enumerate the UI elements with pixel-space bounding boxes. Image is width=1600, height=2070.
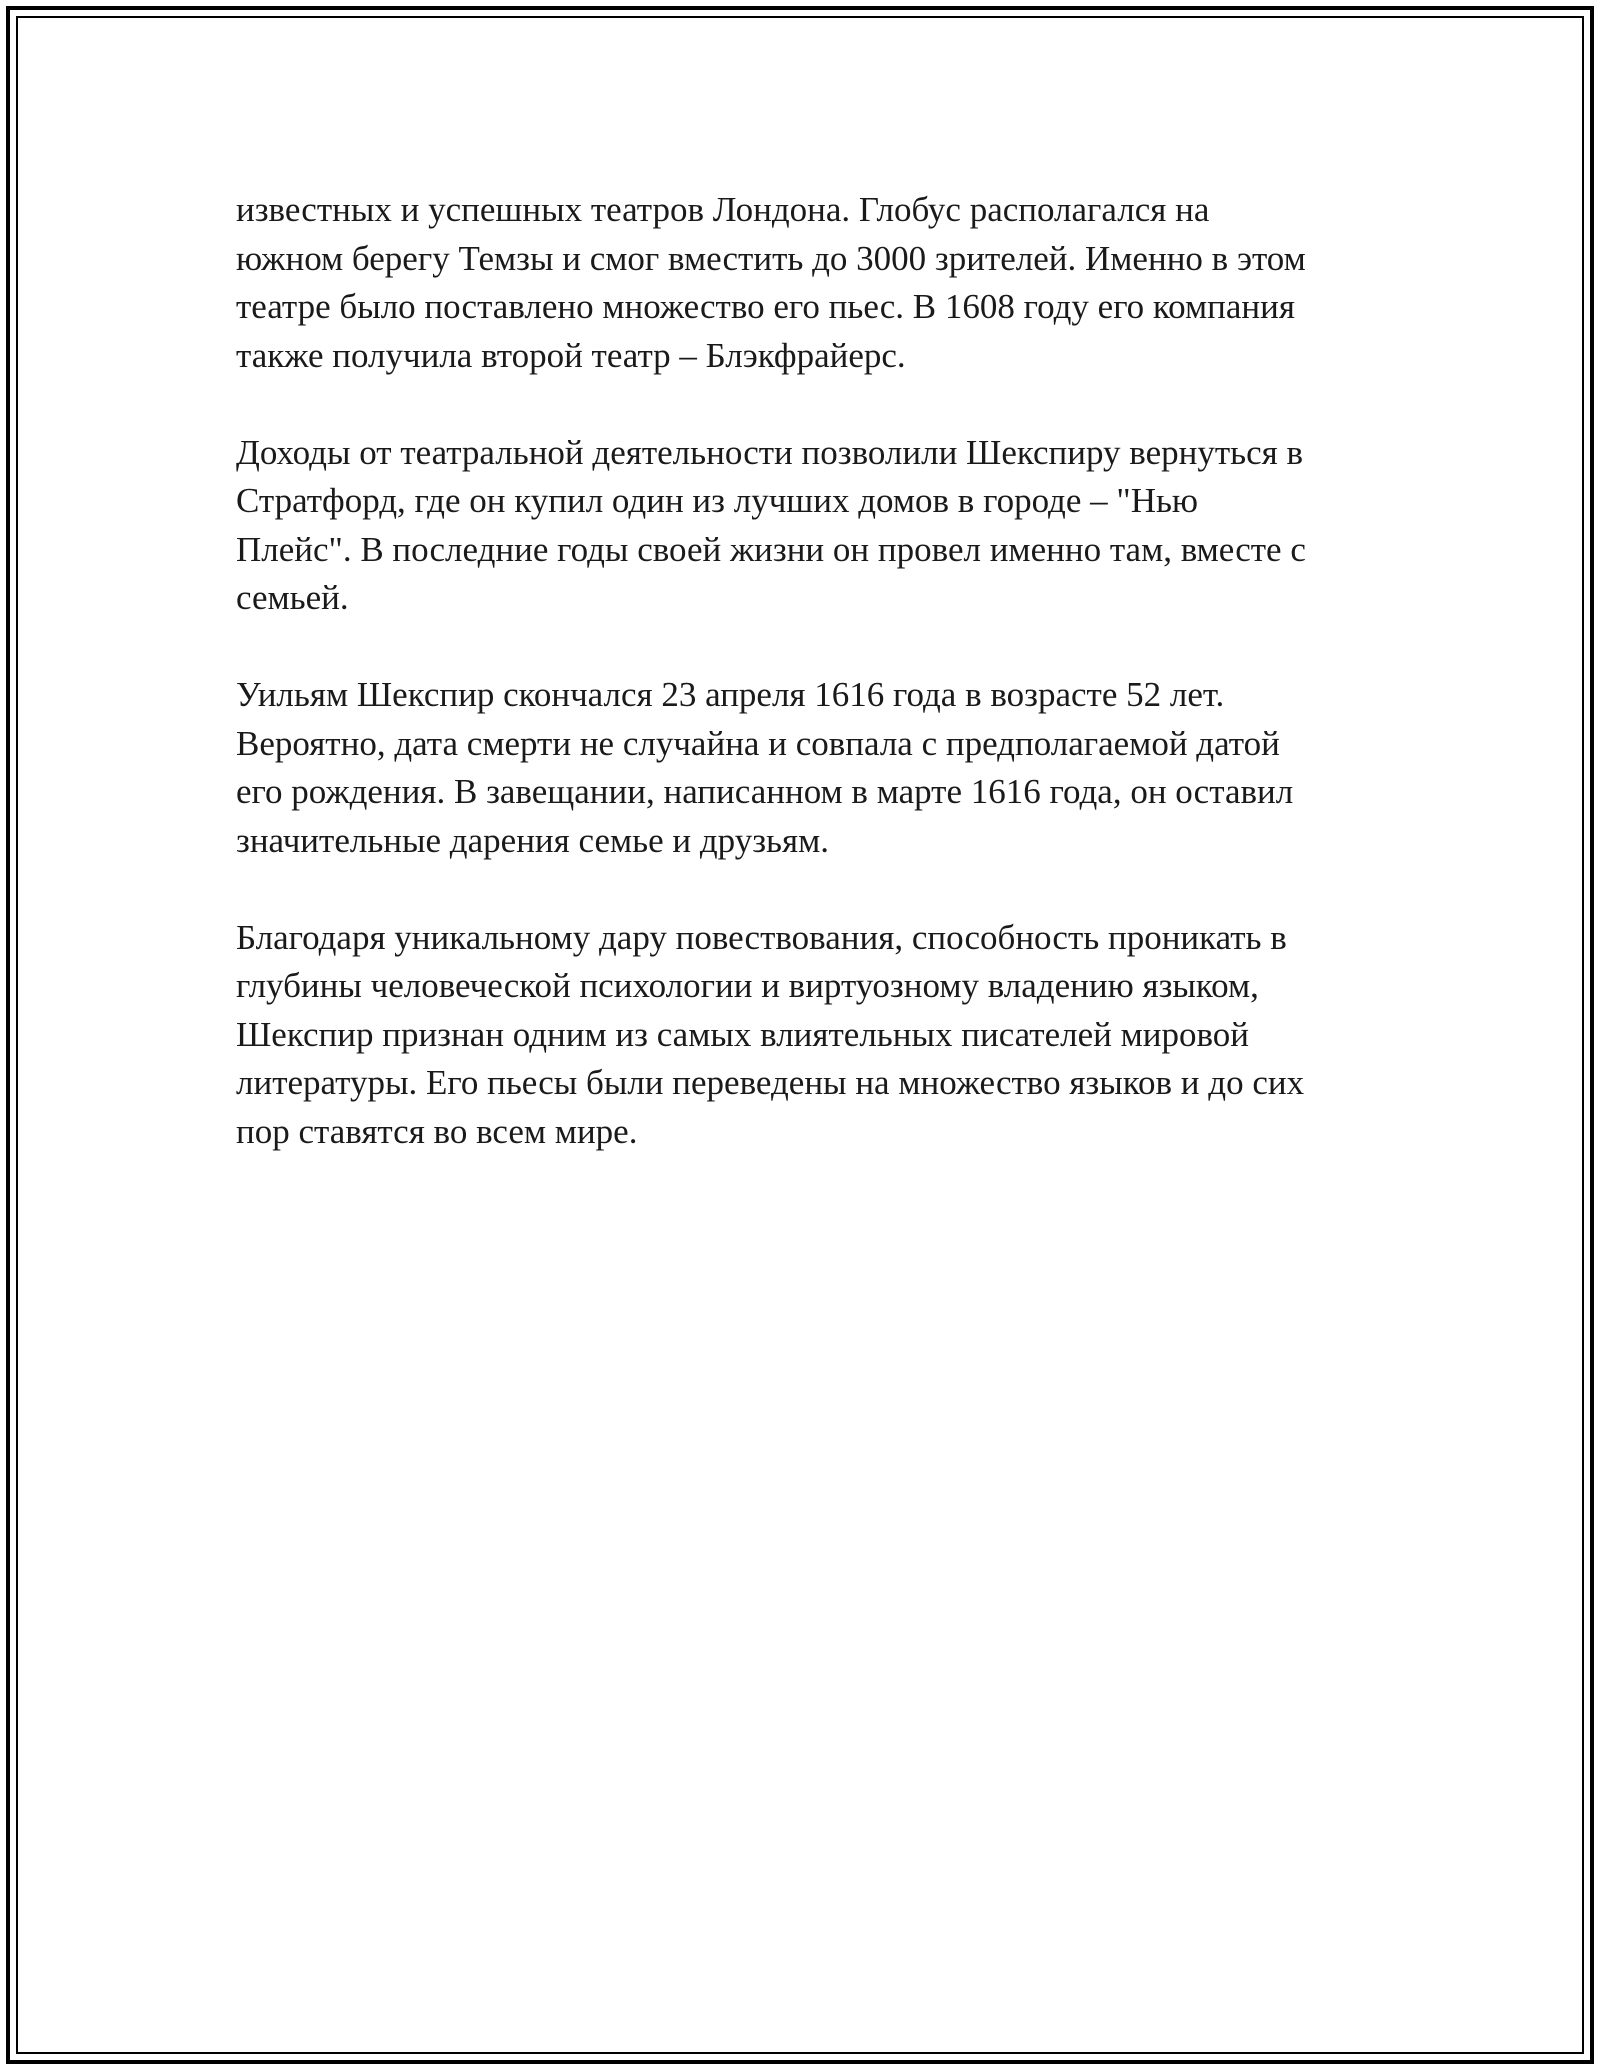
document-body (236, 186, 1366, 1205)
paragraph-death: Уильям Шекспир скончался 23 апреля 1616 года в возрасте 52 лет. Вероятно, дата смерти не случайна и совпала с предполагаемой датой его рождения. В завещании, написанном в марте 1616 года, он оставил значительные дарения семье и друзьям. (236, 675, 1294, 860)
paragraph-legacy: Благодаря уникальному дару повествования, способность проникать в глубины человеческой психологии и виртуозному владению языком, Шекспир признан одним из самых влиятельных писателей мировой литературы. Его пьесы были переведены на множество языков и до сих пор ставятся во всем мире. (236, 917, 1305, 1151)
paragraph-globe-theatre: известных и успешных театров Лондона. Глобус располагался на южном берегу Темзы и смог вместить до 3000 зрителей. Именно в этом театре было поставлено множество его пьес. В 1608 году его компания также получила второй театр – Блэкфрайерс. (236, 190, 1306, 375)
paragraph-new-place: Доходы от театральной деятельности позволили Шекспиру вернуться в Стратфорд, где он купил один из лучших домов в городе – "Нью Плейс". В последние годы своей жизни он провел именно там, вместе с семьей. (236, 432, 1306, 617)
